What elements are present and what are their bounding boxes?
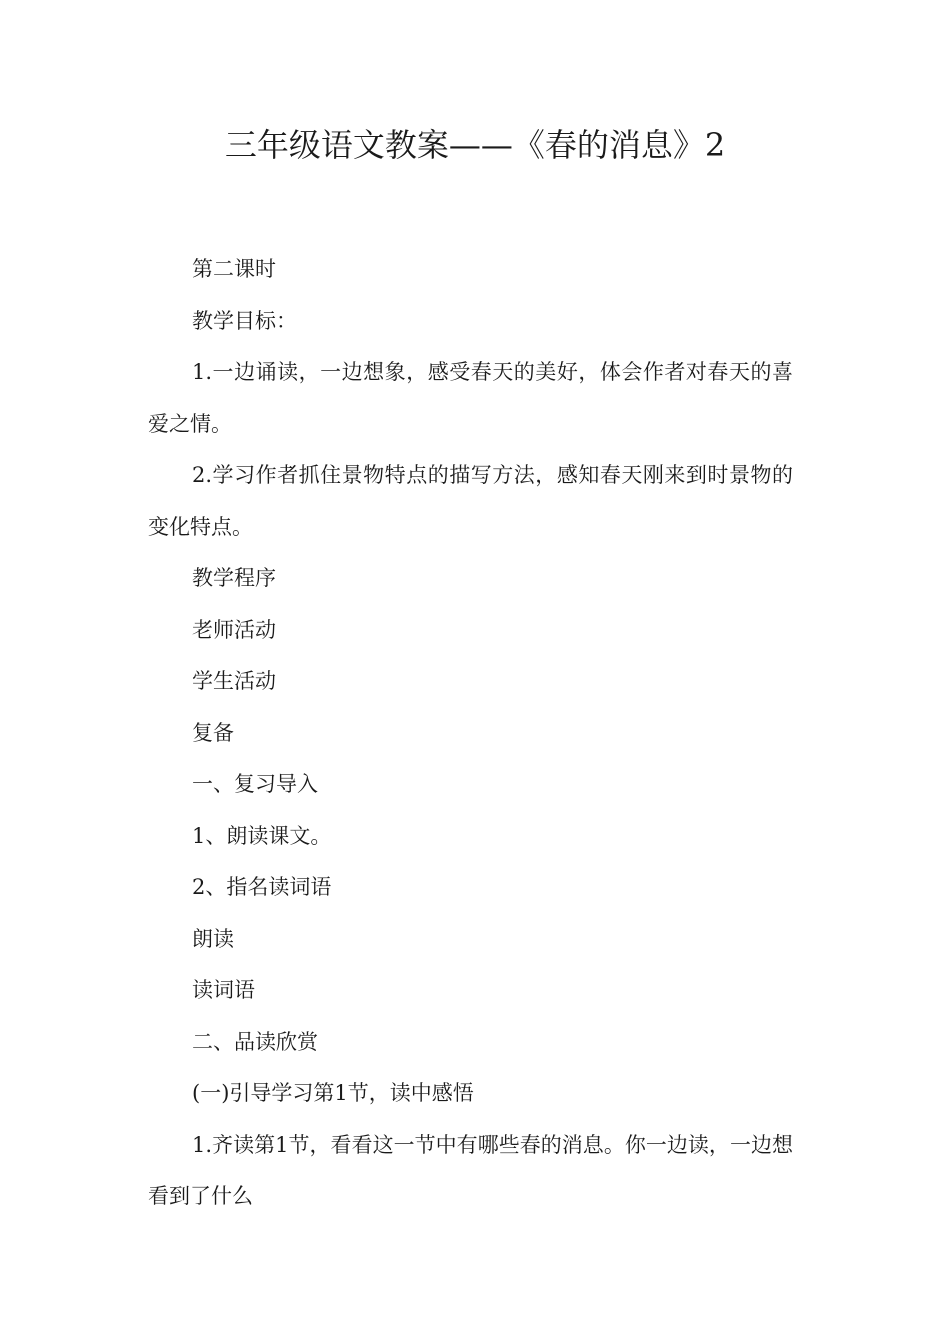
paragraph: 1、朗读课文。 [192,823,332,848]
document-body [148,244,793,1223]
paragraph: 2.学习作者抓住景物特点的描写方法，感知春天刚来到时景物的变化特点。 [148,463,793,539]
paragraph: 朗读 [192,926,234,951]
paragraph: (一)引导学习第1节，读中感悟 [192,1081,474,1105]
document-title: 三年级语文教案——《春的消息》2 [224,126,726,164]
paragraph: 第二课时 [192,257,276,281]
paragraph: 1.齐读第1节，看看这一节中有哪些春的消息。你一边读，一边想看到了什么 [148,1132,793,1208]
paragraph: 2、指名读词语 [192,875,332,899]
paragraph: 复备 [192,720,234,745]
paragraph: 老师活动 [192,617,276,642]
paragraph: 1.一边诵读，一边想象，感受春天的美好，体会作者对春天的喜爱之情。 [148,360,793,436]
paragraph: 读词语 [192,978,255,1002]
paragraph: 一、复习导入 [192,772,318,796]
paragraph: 学生活动 [192,669,276,693]
paragraph: 教学目标： [192,308,297,333]
paragraph: 教学程序 [192,566,276,590]
paragraph: 二、品读欣赏 [192,1029,318,1054]
